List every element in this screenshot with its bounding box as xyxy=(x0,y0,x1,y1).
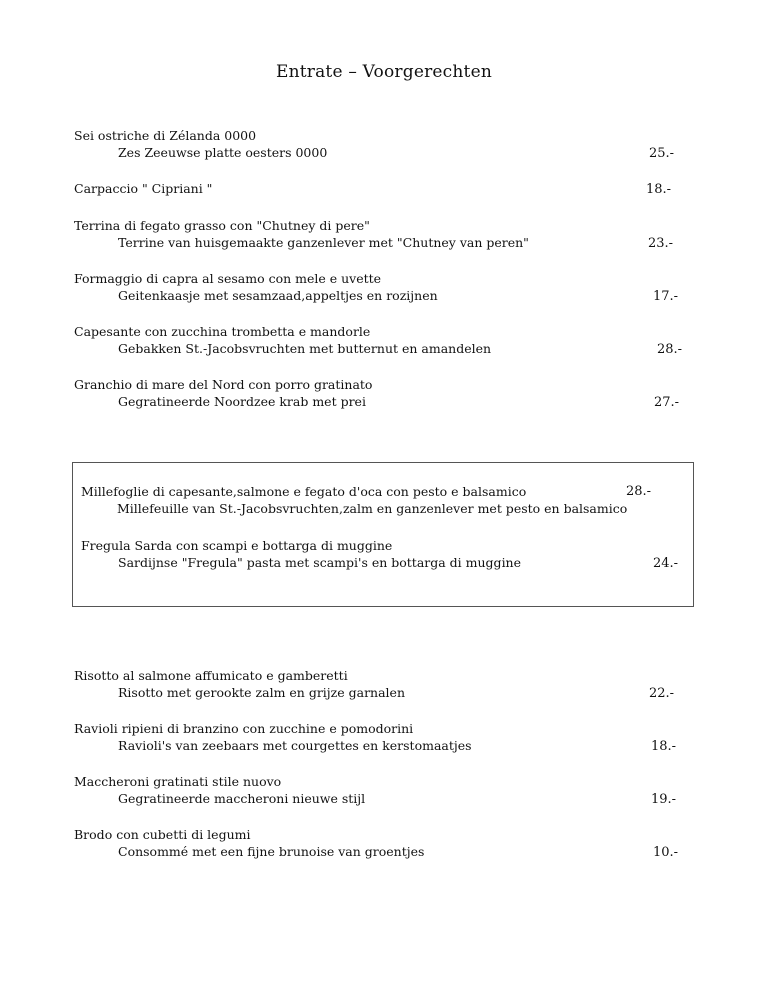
dish-name-italian: Carpaccio " Cipriani " xyxy=(74,181,213,196)
dish-price: 17.- xyxy=(653,289,679,304)
dish-price: 24.- xyxy=(653,556,679,571)
specials-box xyxy=(72,462,694,607)
dish-name-italian: Ravioli ripieni di branzino con zucchine e pomodorini xyxy=(74,721,414,736)
menu-item xyxy=(74,826,694,860)
dish-name-dutch: Consommé met een fijne brunoise van groentjes xyxy=(118,844,425,859)
dish-price: 10.- xyxy=(653,845,679,860)
dish-name-italian: Maccheroni gratinati stile nuovo xyxy=(74,774,282,789)
dish-name-dutch: Gegratineerde Noordzee krab met prei xyxy=(118,394,366,409)
dish-price: 18.- xyxy=(651,739,677,754)
menu-item xyxy=(74,720,694,754)
dish-name-dutch: Zes Zeeuwse platte oesters 0000 xyxy=(118,145,328,160)
menu-item xyxy=(74,127,694,161)
dish-price: 27.- xyxy=(654,395,680,410)
dish-name-dutch: Millefeuille van St.-Jacobsvruchten,zalm en ganzenlever met pesto en balsamico xyxy=(117,501,628,516)
dish-name-italian: Formaggio di capra al sesamo con mele e uvette xyxy=(74,271,382,286)
dish-name-italian: Sei ostriche di Zélanda 0000 xyxy=(74,128,257,143)
dish-name-dutch: Ravioli's van zeebaars met courgettes en kerstomaatjes xyxy=(118,738,472,753)
menu-item xyxy=(74,773,694,807)
dish-name-italian: Capesante con zucchina trombetta e mandorle xyxy=(74,324,371,339)
dish-price: 25.- xyxy=(649,146,675,161)
dish-name-italian: Millefoglie di capesante,salmone e fegato d'oca con pesto e balsamico xyxy=(81,484,527,499)
menu-item xyxy=(74,376,694,410)
menu-item xyxy=(74,323,694,357)
dish-name-italian: Risotto al salmone affumicato e gamberetti xyxy=(74,668,348,683)
dish-name-dutch: Terrine van huisgemaakte ganzenlever met "Chutney van peren" xyxy=(118,235,529,250)
dish-name-italian: Granchio di mare del Nord con porro gratinato xyxy=(74,377,373,392)
dish-name-dutch: Risotto met gerookte zalm en grijze garnalen xyxy=(118,685,406,700)
menu-item xyxy=(74,217,694,251)
dish-price: 19.- xyxy=(651,792,677,807)
menu-item xyxy=(81,483,701,517)
dish-price: 22.- xyxy=(649,686,675,701)
menu-item xyxy=(74,667,694,701)
menu-item xyxy=(74,270,694,304)
dish-name-dutch: Gebakken St.-Jacobsvruchten met butternut en amandelen xyxy=(118,341,492,356)
dish-price: 23.- xyxy=(648,236,674,251)
dish-price: 18.- xyxy=(646,182,672,197)
dish-name-dutch: Gegratineerde maccheroni nieuwe stijl xyxy=(118,791,366,806)
dish-name-dutch: Sardijnse "Fregula" pasta met scampi's en bottarga di muggine xyxy=(118,555,522,570)
dish-price: 28.- xyxy=(626,484,652,499)
menu-item xyxy=(74,180,694,197)
dish-name-italian: Brodo con cubetti di legumi xyxy=(74,827,251,842)
page-title: Entrate – Voorgerechten xyxy=(275,62,492,82)
dish-name-italian: Fregula Sarda con scampi e bottarga di muggine xyxy=(81,538,393,553)
dish-name-italian: Terrina di fegato grasso con "Chutney di pere" xyxy=(74,218,370,233)
menu-item xyxy=(81,537,701,571)
dish-name-dutch: Geitenkaasje met sesamzaad,appeltjes en rozijnen xyxy=(118,288,438,303)
dish-price: 28.- xyxy=(657,342,683,357)
